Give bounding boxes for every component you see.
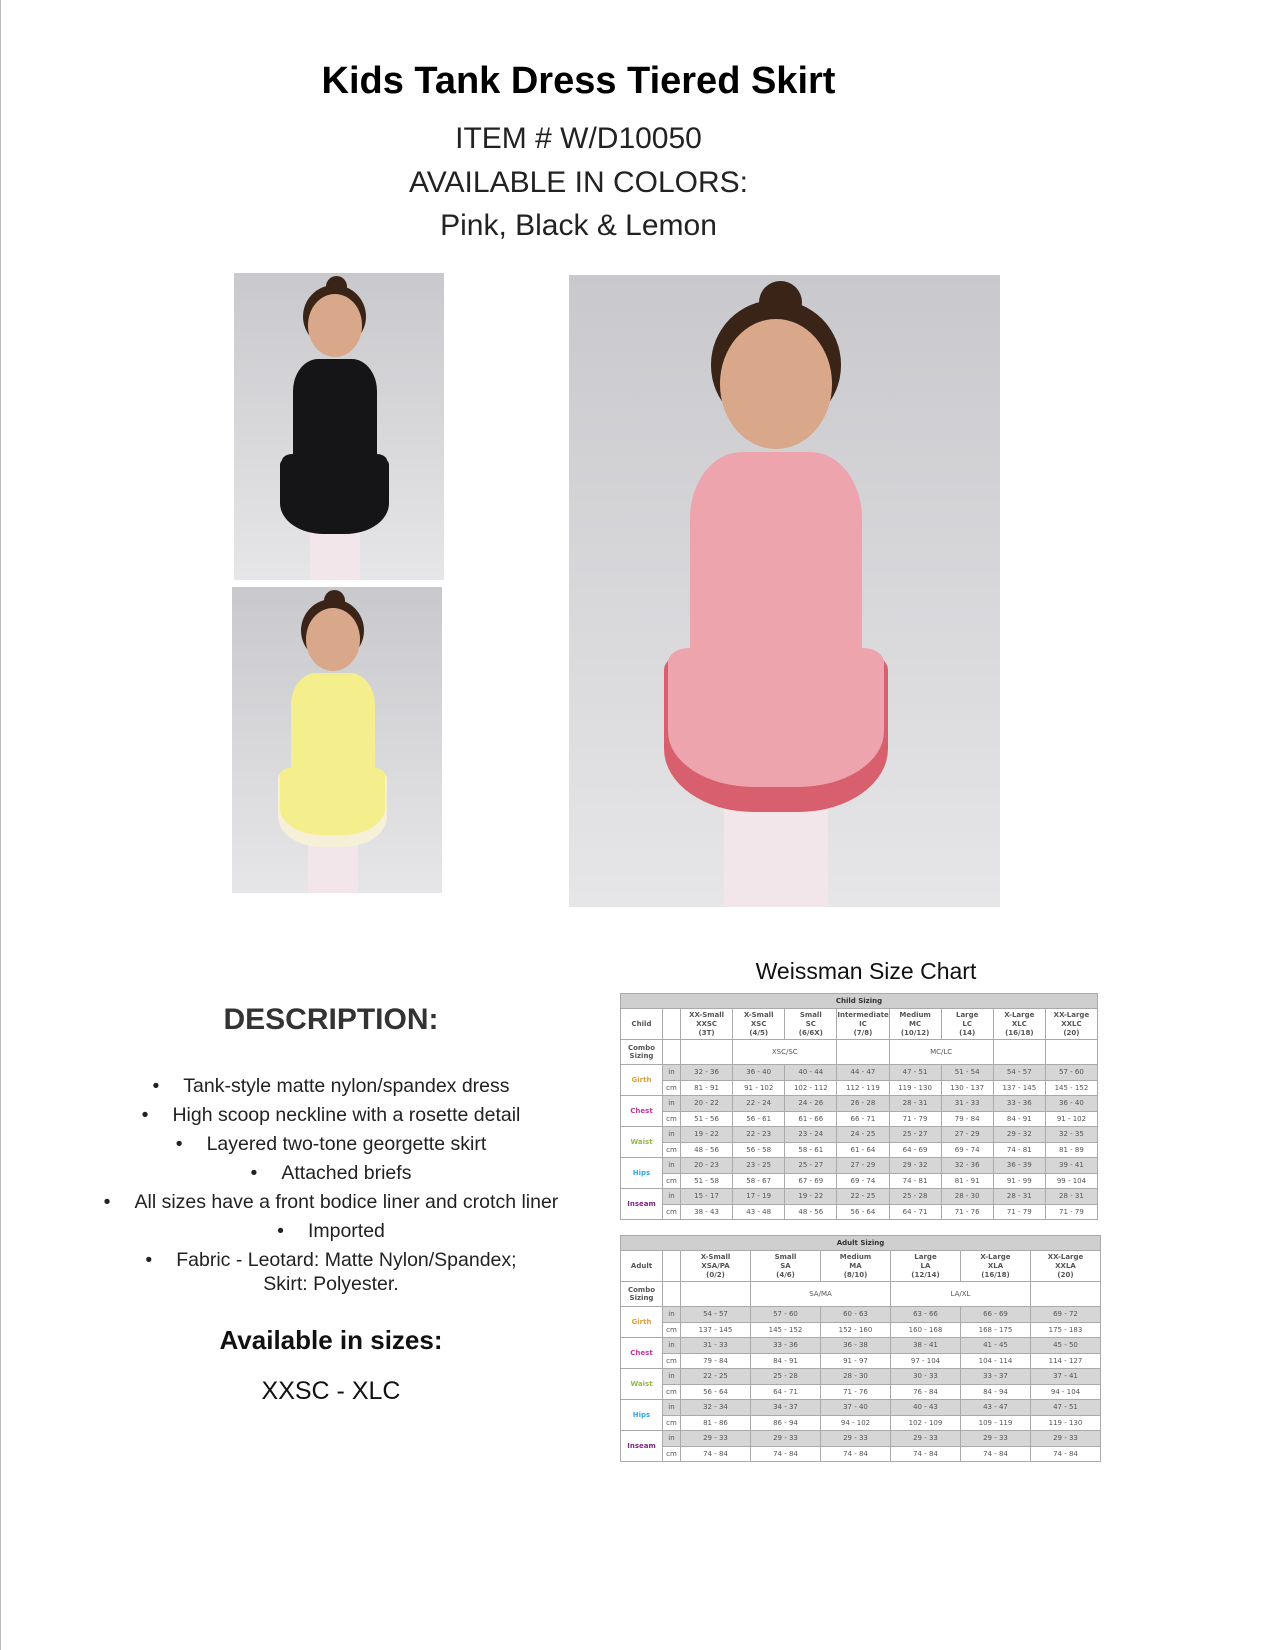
measure-label: Chest bbox=[621, 1096, 663, 1127]
value-cell: 19 - 22 bbox=[681, 1127, 733, 1143]
value-cell: 28 - 31 bbox=[993, 1189, 1045, 1205]
unit-cell: cm bbox=[663, 1322, 681, 1338]
value-cell: 27 - 29 bbox=[941, 1127, 993, 1143]
dress-bodice bbox=[291, 673, 375, 780]
value-cell: 22 - 23 bbox=[733, 1127, 785, 1143]
value-cell: 29 - 33 bbox=[961, 1431, 1031, 1447]
size-chart-title: Weissman Size Chart bbox=[755, 958, 977, 984]
value-cell: 24 - 25 bbox=[837, 1127, 889, 1143]
table-row bbox=[621, 1400, 1101, 1416]
value-cell: 79 - 84 bbox=[681, 1353, 751, 1369]
value-cell: 29 - 33 bbox=[821, 1431, 891, 1447]
size-header: Large LC (14) bbox=[941, 1009, 993, 1040]
value-cell: 20 - 23 bbox=[681, 1158, 733, 1174]
value-cell: 56 - 58 bbox=[733, 1142, 785, 1158]
value-cell: 74 - 84 bbox=[821, 1446, 891, 1462]
sizes-heading: Available in sizes: bbox=[219, 1325, 443, 1355]
size-header: X-Large XLA (16/18) bbox=[961, 1251, 1031, 1282]
unit-cell: in bbox=[663, 1158, 681, 1174]
value-cell: 25 - 28 bbox=[751, 1369, 821, 1385]
value-cell: 37 - 41 bbox=[1031, 1369, 1101, 1385]
value-cell: 26 - 28 bbox=[837, 1096, 889, 1112]
value-cell: 104 - 114 bbox=[961, 1353, 1031, 1369]
value-cell: 64 - 71 bbox=[751, 1384, 821, 1400]
unit-cell: in bbox=[663, 1096, 681, 1112]
value-cell: 38 - 41 bbox=[891, 1338, 961, 1354]
sizes-range: XXSC - XLC bbox=[261, 1377, 401, 1405]
value-cell: 44 - 47 bbox=[837, 1065, 889, 1081]
table-row bbox=[621, 1446, 1101, 1462]
description-item: • High scoop neckline with a rosette detail bbox=[71, 1101, 591, 1130]
value-cell: 17 - 19 bbox=[733, 1189, 785, 1205]
value-cell: 71 - 76 bbox=[941, 1204, 993, 1220]
value-cell: 54 - 57 bbox=[993, 1065, 1045, 1081]
value-cell: 69 - 74 bbox=[941, 1142, 993, 1158]
unit-cell: in bbox=[663, 1307, 681, 1323]
table-row bbox=[621, 1384, 1101, 1400]
value-cell: 67 - 69 bbox=[785, 1173, 837, 1189]
unit-cell: in bbox=[663, 1189, 681, 1205]
value-cell: 66 - 69 bbox=[961, 1307, 1031, 1323]
value-cell: 71 - 79 bbox=[889, 1111, 941, 1127]
value-cell: 74 - 84 bbox=[751, 1446, 821, 1462]
value-cell: 74 - 84 bbox=[961, 1446, 1031, 1462]
measure-label: Inseam bbox=[621, 1431, 663, 1462]
value-cell: 23 - 24 bbox=[785, 1127, 837, 1143]
value-cell: 84 - 94 bbox=[961, 1384, 1031, 1400]
table-row bbox=[621, 1307, 1101, 1323]
size-header: Small SA (4/6) bbox=[751, 1251, 821, 1282]
dress-bodice bbox=[293, 359, 377, 466]
dress-bodice bbox=[690, 452, 862, 673]
value-cell: 119 - 130 bbox=[889, 1080, 941, 1096]
value-cell: 160 - 168 bbox=[891, 1322, 961, 1338]
description-item-continued-text: Skirt: Polyester. bbox=[263, 1273, 399, 1295]
description-item: • Layered two-tone georgette skirt bbox=[71, 1130, 591, 1159]
value-cell: 99 - 104 bbox=[1045, 1173, 1097, 1189]
value-cell: 56 - 64 bbox=[837, 1204, 889, 1220]
combo-cell: MC/LC bbox=[889, 1040, 993, 1065]
photo-black-dress bbox=[234, 273, 444, 580]
combo-cell: LA/XL bbox=[891, 1282, 1031, 1307]
value-cell: 91 - 102 bbox=[1045, 1111, 1097, 1127]
value-cell: 29 - 32 bbox=[993, 1127, 1045, 1143]
combo-cell bbox=[681, 1040, 733, 1065]
value-cell: 39 - 41 bbox=[1045, 1158, 1097, 1174]
value-cell: 114 - 127 bbox=[1031, 1353, 1101, 1369]
value-cell: 63 - 66 bbox=[891, 1307, 961, 1323]
value-cell: 71 - 79 bbox=[993, 1204, 1045, 1220]
value-cell: 36 - 40 bbox=[733, 1065, 785, 1081]
description-item: • Attached briefs bbox=[71, 1159, 591, 1188]
value-cell: 38 - 43 bbox=[681, 1204, 733, 1220]
description-item-continued bbox=[71, 1275, 591, 1293]
value-cell: 48 - 56 bbox=[785, 1204, 837, 1220]
description-list bbox=[71, 1072, 591, 1293]
value-cell: 29 - 33 bbox=[1031, 1431, 1101, 1447]
unit-cell: cm bbox=[663, 1204, 681, 1220]
value-cell: 81 - 86 bbox=[681, 1415, 751, 1431]
table-row bbox=[621, 1189, 1098, 1205]
size-header: Intermediate IC (7/8) bbox=[837, 1009, 889, 1040]
size-header: X-Small XSC (4/5) bbox=[733, 1009, 785, 1040]
value-cell: 20 - 22 bbox=[681, 1096, 733, 1112]
value-cell: 24 - 26 bbox=[785, 1096, 837, 1112]
value-cell: 58 - 67 bbox=[733, 1173, 785, 1189]
table-row bbox=[621, 994, 1098, 1009]
dress-skirt bbox=[668, 648, 884, 787]
value-cell: 74 - 84 bbox=[681, 1446, 751, 1462]
size-header: Large LA (12/14) bbox=[891, 1251, 961, 1282]
face bbox=[306, 608, 361, 671]
value-cell: 25 - 27 bbox=[889, 1127, 941, 1143]
value-cell: 94 - 104 bbox=[1031, 1384, 1101, 1400]
value-cell: 32 - 34 bbox=[681, 1400, 751, 1416]
value-cell: 74 - 81 bbox=[993, 1142, 1045, 1158]
value-cell: 36 - 38 bbox=[821, 1338, 891, 1354]
value-cell: 40 - 44 bbox=[785, 1065, 837, 1081]
value-cell: 74 - 81 bbox=[889, 1173, 941, 1189]
description-item: • Tank-style matte nylon/spandex dress bbox=[71, 1072, 591, 1101]
value-cell: 119 - 130 bbox=[1031, 1415, 1101, 1431]
value-cell: 91 - 102 bbox=[733, 1080, 785, 1096]
value-cell: 34 - 37 bbox=[751, 1400, 821, 1416]
value-cell: 51 - 58 bbox=[681, 1173, 733, 1189]
table-row bbox=[621, 1282, 1101, 1307]
value-cell: 175 - 183 bbox=[1031, 1322, 1101, 1338]
value-cell: 109 - 119 bbox=[961, 1415, 1031, 1431]
combo-cell bbox=[1045, 1040, 1097, 1065]
unit-cell: cm bbox=[663, 1111, 681, 1127]
measure-label: Girth bbox=[621, 1307, 663, 1338]
table-row bbox=[621, 1338, 1101, 1354]
row-header: Child bbox=[621, 1009, 663, 1040]
value-cell: 137 - 145 bbox=[993, 1080, 1045, 1096]
value-cell: 79 - 84 bbox=[941, 1111, 993, 1127]
value-cell: 27 - 29 bbox=[837, 1158, 889, 1174]
table-row bbox=[621, 1127, 1098, 1143]
value-cell: 69 - 72 bbox=[1031, 1307, 1101, 1323]
page-title: Kids Tank Dress Tiered Skirt bbox=[321, 60, 836, 102]
value-cell: 29 - 33 bbox=[891, 1431, 961, 1447]
value-cell: 33 - 36 bbox=[993, 1096, 1045, 1112]
table-row bbox=[621, 1173, 1098, 1189]
description-item: • All sizes have a front bodice liner and crotch liner bbox=[71, 1188, 591, 1217]
combo-cell: XSC/SC bbox=[733, 1040, 837, 1065]
value-cell: 31 - 33 bbox=[681, 1338, 751, 1354]
dress-skirt bbox=[280, 768, 385, 835]
table-row bbox=[621, 1158, 1098, 1174]
blank-cell bbox=[663, 1282, 681, 1307]
table-row bbox=[621, 1096, 1098, 1112]
value-cell: 81 - 89 bbox=[1045, 1142, 1097, 1158]
unit-cell: cm bbox=[663, 1446, 681, 1462]
value-cell: 51 - 54 bbox=[941, 1065, 993, 1081]
unit-cell: in bbox=[663, 1338, 681, 1354]
table-row bbox=[621, 1431, 1101, 1447]
unit-cell: cm bbox=[663, 1173, 681, 1189]
value-cell: 76 - 84 bbox=[891, 1384, 961, 1400]
value-cell: 43 - 48 bbox=[733, 1204, 785, 1220]
combo-label: Combo Sizing bbox=[621, 1282, 663, 1307]
value-cell: 22 - 24 bbox=[733, 1096, 785, 1112]
size-header: X-Small XSA/PA (0/2) bbox=[681, 1251, 751, 1282]
measure-label: Waist bbox=[621, 1127, 663, 1158]
value-cell: 152 - 160 bbox=[821, 1322, 891, 1338]
unit-cell: cm bbox=[663, 1080, 681, 1096]
value-cell: 102 - 109 bbox=[891, 1415, 961, 1431]
item-number: ITEM # W/D10050 bbox=[455, 122, 702, 155]
value-cell: 56 - 61 bbox=[733, 1111, 785, 1127]
value-cell: 94 - 102 bbox=[821, 1415, 891, 1431]
value-cell: 47 - 51 bbox=[889, 1065, 941, 1081]
table-row bbox=[621, 1080, 1098, 1096]
table-row bbox=[621, 1369, 1101, 1385]
value-cell: 29 - 32 bbox=[889, 1158, 941, 1174]
value-cell: 81 - 91 bbox=[681, 1080, 733, 1096]
measure-label: Hips bbox=[621, 1158, 663, 1189]
unit-cell: in bbox=[663, 1369, 681, 1385]
size-header: Small SC (6/6X) bbox=[785, 1009, 837, 1040]
value-cell: 112 - 119 bbox=[837, 1080, 889, 1096]
value-cell: 47 - 51 bbox=[1031, 1400, 1101, 1416]
value-cell: 54 - 57 bbox=[681, 1307, 751, 1323]
value-cell: 57 - 60 bbox=[751, 1307, 821, 1323]
value-cell: 33 - 37 bbox=[961, 1369, 1031, 1385]
photo-pink-dress bbox=[569, 275, 1000, 907]
table-row bbox=[621, 1040, 1098, 1065]
unit-cell: in bbox=[663, 1065, 681, 1081]
value-cell: 48 - 56 bbox=[681, 1142, 733, 1158]
value-cell: 32 - 36 bbox=[681, 1065, 733, 1081]
value-cell: 102 - 112 bbox=[785, 1080, 837, 1096]
value-cell: 91 - 99 bbox=[993, 1173, 1045, 1189]
value-cell: 64 - 71 bbox=[889, 1204, 941, 1220]
table-row bbox=[621, 1236, 1101, 1251]
value-cell: 57 - 60 bbox=[1045, 1065, 1097, 1081]
table-caption: Child Sizing bbox=[621, 994, 1098, 1009]
value-cell: 51 - 56 bbox=[681, 1111, 733, 1127]
combo-cell bbox=[993, 1040, 1045, 1065]
table-row bbox=[621, 1142, 1098, 1158]
combo-label: Combo Sizing bbox=[621, 1040, 663, 1065]
colors-list: Pink, Black & Lemon bbox=[440, 209, 717, 242]
value-cell: 15 - 17 bbox=[681, 1189, 733, 1205]
value-cell: 58 - 61 bbox=[785, 1142, 837, 1158]
value-cell: 97 - 104 bbox=[891, 1353, 961, 1369]
value-cell: 28 - 30 bbox=[821, 1369, 891, 1385]
table-row bbox=[621, 1415, 1101, 1431]
value-cell: 130 - 137 bbox=[941, 1080, 993, 1096]
value-cell: 28 - 31 bbox=[889, 1096, 941, 1112]
size-header: XX-Large XXLC (20) bbox=[1045, 1009, 1097, 1040]
blank-cell bbox=[663, 1251, 681, 1282]
value-cell: 19 - 22 bbox=[785, 1189, 837, 1205]
value-cell: 45 - 50 bbox=[1031, 1338, 1101, 1354]
photo-lemon-dress bbox=[232, 587, 442, 893]
combo-cell bbox=[681, 1282, 751, 1307]
measure-label: Hips bbox=[621, 1400, 663, 1431]
value-cell: 29 - 33 bbox=[751, 1431, 821, 1447]
unit-cell: cm bbox=[663, 1384, 681, 1400]
value-cell: 25 - 27 bbox=[785, 1158, 837, 1174]
combo-cell: SA/MA bbox=[751, 1282, 891, 1307]
size-header: XX-Large XXLA (20) bbox=[1031, 1251, 1101, 1282]
value-cell: 36 - 39 bbox=[993, 1158, 1045, 1174]
table-row bbox=[621, 1251, 1101, 1282]
measure-label: Girth bbox=[621, 1065, 663, 1096]
value-cell: 30 - 33 bbox=[891, 1369, 961, 1385]
value-cell: 61 - 66 bbox=[785, 1111, 837, 1127]
size-header: XX-Small XXSC (3T) bbox=[681, 1009, 733, 1040]
value-cell: 64 - 69 bbox=[889, 1142, 941, 1158]
value-cell: 25 - 28 bbox=[889, 1189, 941, 1205]
row-header: Adult bbox=[621, 1251, 663, 1282]
size-header: Medium MC (10/12) bbox=[889, 1009, 941, 1040]
description-item: • Imported bbox=[71, 1217, 591, 1246]
value-cell: 145 - 152 bbox=[1045, 1080, 1097, 1096]
value-cell: 145 - 152 bbox=[751, 1322, 821, 1338]
measure-label: Inseam bbox=[621, 1189, 663, 1220]
value-cell: 28 - 31 bbox=[1045, 1189, 1097, 1205]
size-header: Medium MA (8/10) bbox=[821, 1251, 891, 1282]
unit-cell: cm bbox=[663, 1142, 681, 1158]
blank-cell bbox=[663, 1040, 681, 1065]
description-heading: DESCRIPTION: bbox=[223, 1003, 439, 1036]
blank-cell bbox=[663, 1009, 681, 1040]
value-cell: 71 - 76 bbox=[821, 1384, 891, 1400]
unit-cell: in bbox=[663, 1400, 681, 1416]
value-cell: 74 - 84 bbox=[891, 1446, 961, 1462]
value-cell: 32 - 36 bbox=[941, 1158, 993, 1174]
value-cell: 91 - 97 bbox=[821, 1353, 891, 1369]
value-cell: 41 - 45 bbox=[961, 1338, 1031, 1354]
adult-size-table bbox=[620, 1235, 1101, 1462]
colors-label: AVAILABLE IN COLORS: bbox=[408, 166, 748, 199]
value-cell: 31 - 33 bbox=[941, 1096, 993, 1112]
size-header: X-Large XLC (16/18) bbox=[993, 1009, 1045, 1040]
table-row bbox=[621, 1322, 1101, 1338]
value-cell: 32 - 35 bbox=[1045, 1127, 1097, 1143]
measure-label: Waist bbox=[621, 1369, 663, 1400]
dress-skirt bbox=[282, 454, 387, 522]
value-cell: 23 - 25 bbox=[733, 1158, 785, 1174]
table-row bbox=[621, 1204, 1098, 1220]
unit-cell: in bbox=[663, 1431, 681, 1447]
unit-cell: cm bbox=[663, 1353, 681, 1369]
combo-cell bbox=[1031, 1282, 1101, 1307]
face bbox=[720, 319, 832, 448]
value-cell: 43 - 47 bbox=[961, 1400, 1031, 1416]
value-cell: 40 - 43 bbox=[891, 1400, 961, 1416]
value-cell: 36 - 40 bbox=[1045, 1096, 1097, 1112]
child-size-table bbox=[620, 993, 1098, 1220]
value-cell: 74 - 84 bbox=[1031, 1446, 1101, 1462]
table-caption: Adult Sizing bbox=[621, 1236, 1101, 1251]
value-cell: 86 - 94 bbox=[751, 1415, 821, 1431]
value-cell: 29 - 33 bbox=[681, 1431, 751, 1447]
unit-cell: cm bbox=[663, 1415, 681, 1431]
value-cell: 60 - 63 bbox=[821, 1307, 891, 1323]
table-row bbox=[621, 1111, 1098, 1127]
value-cell: 37 - 40 bbox=[821, 1400, 891, 1416]
value-cell: 28 - 30 bbox=[941, 1189, 993, 1205]
value-cell: 168 - 175 bbox=[961, 1322, 1031, 1338]
table-row bbox=[621, 1065, 1098, 1081]
value-cell: 84 - 91 bbox=[751, 1353, 821, 1369]
table-row bbox=[621, 1009, 1098, 1040]
value-cell: 61 - 64 bbox=[837, 1142, 889, 1158]
face bbox=[308, 294, 363, 357]
value-cell: 137 - 145 bbox=[681, 1322, 751, 1338]
value-cell: 33 - 36 bbox=[751, 1338, 821, 1354]
combo-cell bbox=[837, 1040, 889, 1065]
value-cell: 22 - 25 bbox=[681, 1369, 751, 1385]
value-cell: 69 - 74 bbox=[837, 1173, 889, 1189]
value-cell: 84 - 91 bbox=[993, 1111, 1045, 1127]
value-cell: 81 - 91 bbox=[941, 1173, 993, 1189]
value-cell: 22 - 25 bbox=[837, 1189, 889, 1205]
description-item: • Fabric - Leotard: Matte Nylon/Spandex; bbox=[71, 1246, 591, 1275]
table-row bbox=[621, 1353, 1101, 1369]
value-cell: 71 - 79 bbox=[1045, 1204, 1097, 1220]
value-cell: 66 - 71 bbox=[837, 1111, 889, 1127]
value-cell: 56 - 64 bbox=[681, 1384, 751, 1400]
measure-label: Chest bbox=[621, 1338, 663, 1369]
unit-cell: in bbox=[663, 1127, 681, 1143]
